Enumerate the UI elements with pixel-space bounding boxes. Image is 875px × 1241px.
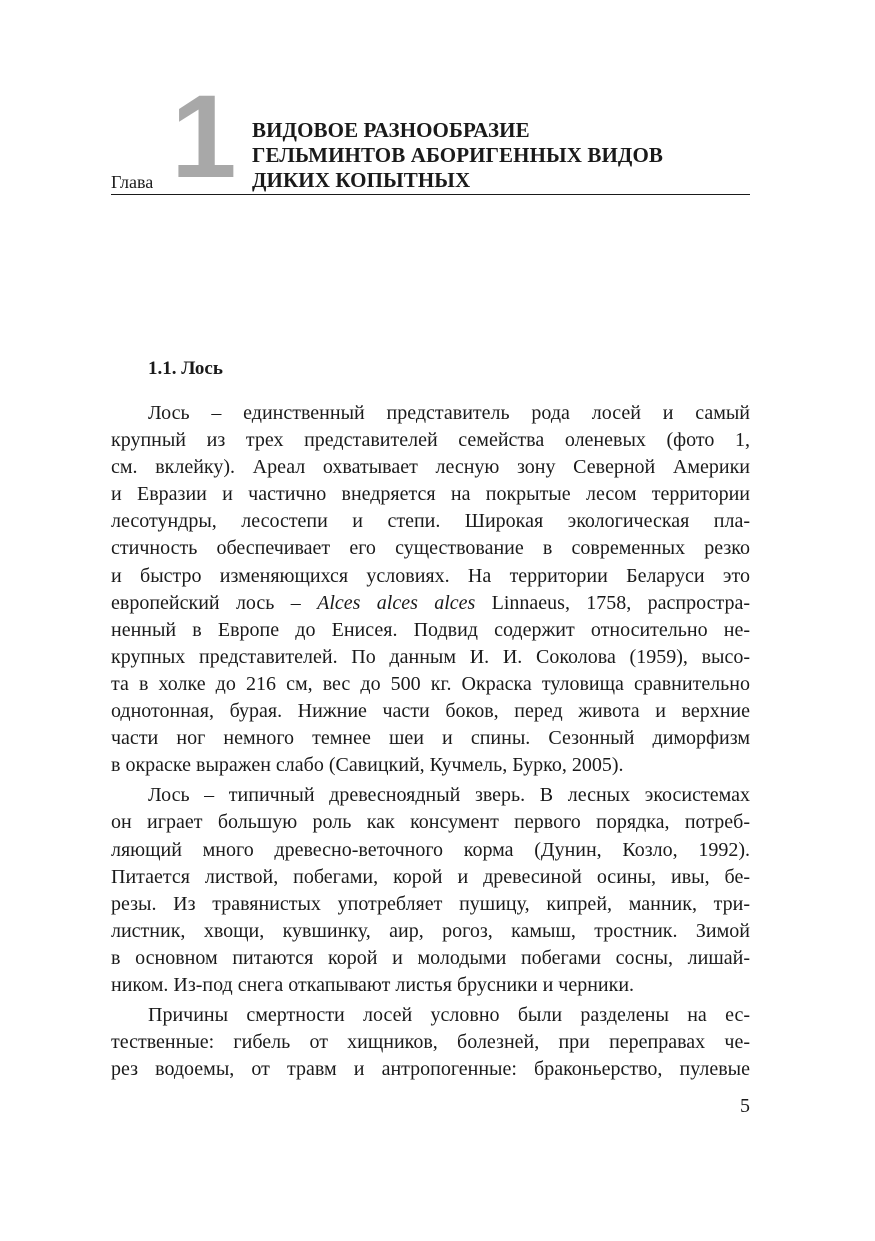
chapter-title-line: ДИКИХ КОПЫТНЫХ — [252, 168, 471, 192]
text-line: части ног немного темнее шеи и спины. Сезонный диморфизм — [111, 727, 750, 750]
text-line: он играет большую роль как консумент первого порядка, потреб- — [111, 811, 750, 834]
paragraph — [111, 1002, 750, 1083]
chapter-header — [111, 71, 750, 203]
text-line: Питается листвой, побегами, корой и древесиной осины, ивы, бе- — [111, 865, 750, 888]
text-line: лесотундры, лесостепи и степи. Широкая экологическая пла- — [111, 510, 750, 533]
section-heading: 1.1. Лось — [148, 358, 223, 379]
text-line: Лось – единственный представитель рода лосей и самый — [148, 402, 750, 424]
text-line: листник, хвощи, кувшинку, аир, рогоз, камыш, тростник. Зимой — [111, 919, 750, 942]
page-number: 5 — [740, 1095, 750, 1117]
paragraph — [111, 400, 750, 779]
text-line: крупных представителей. По данным И. И. Соколова (1959), высо- — [111, 645, 750, 668]
text-line: ненный в Европе до Енисея. Подвид содержит относительно не- — [111, 618, 750, 641]
chapter-title-line: ГЕЛЬМИНТОВ АБОРИГЕННЫХ ВИДОВ — [252, 143, 663, 167]
paragraph — [111, 782, 750, 999]
chapter-title — [252, 118, 663, 193]
text-line: стичность обеспечивает его существование в современных резко — [111, 537, 750, 560]
text-line: рез водоемы, от травм и антропогенные: браконьерство, пулевые — [111, 1058, 750, 1081]
text-line: резы. Из травянистых употребляет пушицу, кипрей, манник, три- — [111, 892, 750, 915]
text-line: однотонная, бурая. Нижние части боков, перед живота и верхние — [111, 700, 750, 723]
chapter-title-line: ВИДОВОЕ РАЗНООБРАЗИЕ — [252, 118, 530, 142]
text-line: крупный из трех представителей семейства оленевых (фото 1, — [111, 429, 750, 452]
text-line: см. вклейку). Ареал охватывает лесную зону Северной Америки — [111, 456, 750, 479]
text-line: европейский лось – Alces alces alces Linnaeus, 1758, распростра- — [111, 591, 750, 614]
text-line: Причины смертности лосей условно были разделены на ес- — [148, 1004, 750, 1027]
chapter-label: Глава — [111, 172, 154, 192]
species-name: Alces alces alces — [317, 591, 476, 614]
text-line: тественные: гибель от хищников, болезней, при переправах че- — [111, 1031, 750, 1054]
text-line: та в холке до 216 см, вес до 500 кг. Окраска туловища сравнительно — [111, 672, 750, 695]
text-line: и Евразии и частично внедряется на покрытые лесом территории — [111, 483, 750, 506]
body-text — [111, 400, 750, 1083]
text-line: ляющий много древесно-веточного корма (Дунин, Козло, 1992). — [111, 838, 750, 861]
text-line: Лось – типичный древесноядный зверь. В лесных экосистемах — [148, 784, 750, 807]
text-line: в окраске выражен слабо (Савицкий, Кучмель, Бурко, 2005). — [111, 754, 624, 777]
chapter-number: 1 — [171, 71, 237, 203]
text-line: ником. Из-под снега откапывают листья брусники и черники. — [111, 973, 635, 996]
text-line: в основном питаются корой и молодыми побегами сосны, лишай- — [111, 946, 750, 969]
text-line: и быстро изменяющихся условиях. На территории Беларуси это — [111, 564, 750, 587]
